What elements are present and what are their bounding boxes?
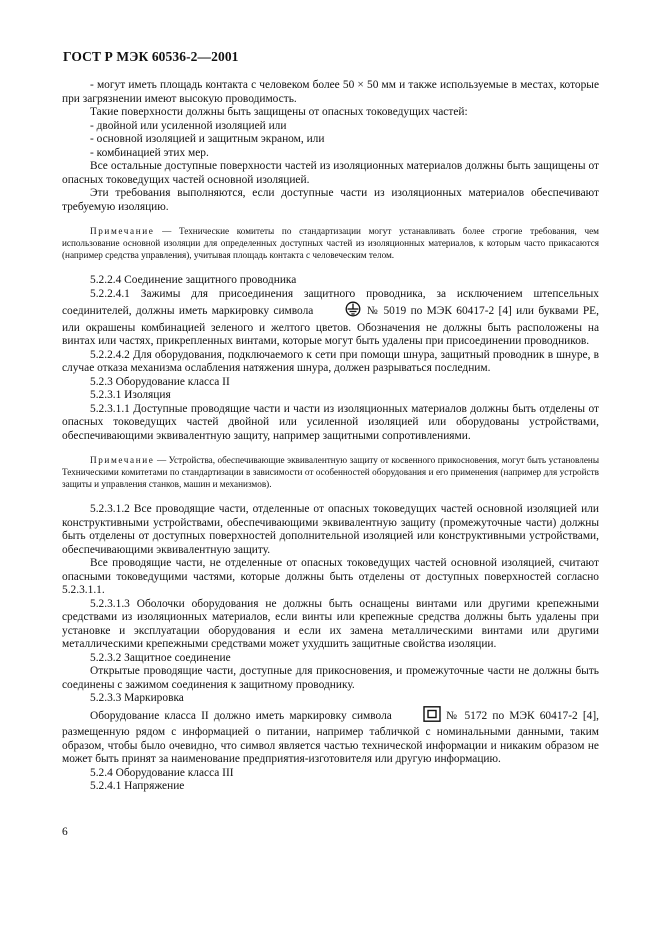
section-heading: 5.2.4 Оборудование класса III bbox=[90, 766, 234, 779]
paragraph: Все проводящие части, не отделенные от опасных токоведущих частей основной изоляцией, считают опасными токоведущими частями, которые должны быть отделены от доступных поверхностей согласно 5.2.3.1.1. bbox=[62, 557, 599, 596]
paragraph: 5.2.2.4.2 Для оборудования, подключаемого к сети при помощи шнура, защитный проводник в шнуре, в случае отказа механизма ослабления натяжения шнура, должен разрываться последним. bbox=[62, 348, 599, 374]
note bbox=[62, 225, 599, 261]
paragraph: Все остальные доступные поверхности частей из изоляционных материалов должны быть защищены от опасных токоведущих частей основной изоляцией. bbox=[62, 160, 599, 186]
document-header: ГОСТ Р МЭК 60536-2—2001 bbox=[63, 49, 239, 64]
paragraph-text: № 5172 по МЭК 60417-2 [4], размещенную рядом с информацией о питании, например табличкой с номинальными данными, таким образом, чтобы было очевидно, что символ является частью технической информации и никаким образом не может быть принят за наименование предприятия-изготовителя или другую информацию. bbox=[62, 709, 599, 765]
paragraph: - могут иметь площадь контакта с человеком более 50 × 50 мм и также используемые в местах, которые при загрязнении имеют высокую проводимость. bbox=[62, 79, 599, 105]
protective-earth-icon bbox=[316, 301, 362, 322]
paragraph: Открытые проводящие части, доступные для прикосновения, и промежуточные части не должны быть соединены с зажимом соединения к защитному проводнику. bbox=[62, 665, 599, 691]
list-item: - комбинацией этих мер. bbox=[90, 146, 209, 159]
note bbox=[62, 454, 599, 490]
class-ii-icon bbox=[395, 706, 441, 727]
section-heading: 5.2.3 Оборудование класса II bbox=[90, 375, 230, 388]
note-label: Примечание bbox=[90, 226, 155, 236]
section-heading: 5.2.3.2 Защитное соединение bbox=[90, 651, 231, 664]
paragraph: Такие поверхности должны быть защищены от опасных токоведущих частей: bbox=[90, 106, 468, 118]
paragraph: 5.2.3.1.1 Доступные проводящие части и части из изоляционных материалов должны быть отделены от опасных токоведущих частей двойной или усиленной изоляцией или оборудованы устройствами, обеспечивающими эквивалентную защиту, например защитными сопротивлениями. bbox=[62, 402, 599, 442]
paragraph: Эти требования выполняются, если доступные части из изоляционных материалов обеспечивают требуемую изоляцию. bbox=[62, 187, 599, 213]
note-text: — Технические комитеты по стандартизации могут устанавливать более строгие требования, чем использование основной изоляции для определенных доступных частей из изоляционных материалов, к которым часто прикасаются (например средства управления), учитывая площадь контакта с человеческим телом. bbox=[62, 226, 599, 260]
note-text: — Устройства, обеспечивающие эквивалентную защиту от косвенного прикосновения, могут быть установлены Техническими комитетами по стандартизации в зависимости от особенностей оборудования и его применения (например для устройств защиты и управления станков, машин и механизмов). bbox=[62, 455, 599, 489]
section-heading: 5.2.3.3 Маркировка bbox=[90, 692, 184, 704]
section-heading: 5.2.4.1 Напряжение bbox=[90, 780, 185, 792]
paragraph: 5.2.3.1.3 Оболочки оборудования не должны быть оснащены винтами или другими крепежными средствами из изоляционных материалов, если винты или крепежные средства должны быть удалены при установке и эксплуатации оборудования и если их замена металлическими винтами или другими металлическими крепежными средствами может ухудшить защитные свойства изоляции. bbox=[62, 597, 599, 650]
list-item: - основной изоляцией и защитным экраном, или bbox=[90, 133, 325, 145]
paragraph bbox=[62, 706, 599, 767]
paragraph bbox=[62, 288, 599, 349]
paragraph-text: 5.2.2.4.1 Зажимы для присоединения защитного проводника, за исключением штепсельных соединителей, должны иметь маркировку символа bbox=[62, 287, 599, 317]
section-heading: 5.2.3.1 Изоляция bbox=[90, 389, 171, 401]
paragraph: 5.2.3.1.2 Все проводящие части, отделенные от опасных токоведущих частей основной изоляцией или конструктивными устройствами, обеспечивающими эквивалентную защиту (промежуточные части) должны быть отделены от доступных поверхностей дополнительной изоляцией или конструктивными устройствами, обеспечивающими эквивалентную защиту. bbox=[62, 503, 599, 556]
document-body bbox=[62, 79, 599, 794]
section-heading: 5.2.2.4 Соединение защитного проводника bbox=[90, 274, 297, 286]
list-item: - двойной или усиленной изоляцией или bbox=[90, 119, 287, 132]
paragraph-text: № 5019 по МЭК 60417-2 [4] или буквами PE, или окрашены комбинацией зеленого и желтого цветов. Обозначения не должны быть расположены на винтах или частях, прикрепленных винтами, которые могут быть удалены при присоединении проводников. bbox=[62, 305, 599, 347]
page-number: 6 bbox=[62, 826, 68, 838]
note-label: Примечание bbox=[90, 455, 155, 465]
paragraph-text: Оборудование класса II должно иметь маркировку символа bbox=[90, 709, 392, 722]
